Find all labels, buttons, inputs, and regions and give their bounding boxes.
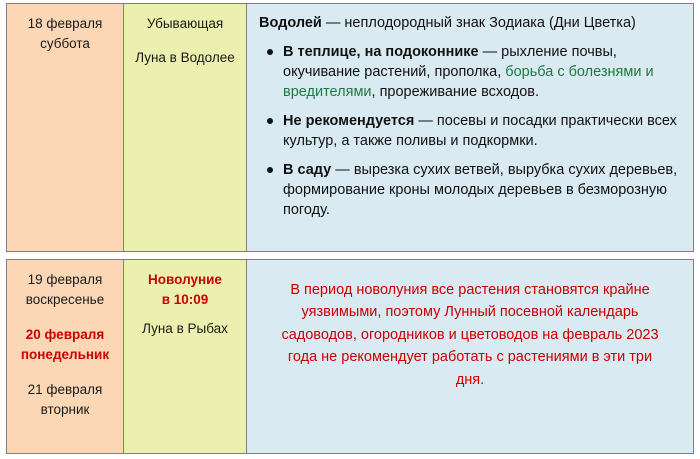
date-day-3: 20 февраля: [25, 327, 105, 343]
newmoon-note: В период новолуния все растения становятся крайне уязвимыми, поэтому Лунный посевной календарь садоводов, огородников и цветоводов на февраль 2023 года не рекомендует работать с растениями в эти три дня.: [281, 282, 659, 388]
tip-text-3a: — вырезка сухих ветвей, вырубка сухих деревьев, формирование кроны молодых деревьев в безморозную погоду.: [283, 162, 678, 218]
tip-label-1: В теплице, на подоконнике: [283, 44, 479, 60]
calendar-row-2: [6, 259, 694, 454]
moon-phase-1: Убывающая: [146, 16, 224, 31]
tip-highlight-1: борьба с болезнями и вредителями: [283, 64, 654, 100]
moon-position-1: Луна в Водолее: [135, 49, 235, 65]
tip-label-2: Не рекомендуется: [283, 113, 415, 129]
tip-label-3: В саду: [283, 162, 332, 178]
advice-list: [259, 42, 681, 220]
list-item: [281, 42, 681, 102]
list-item: [281, 111, 681, 151]
tip-text-1a: — рыхление почвы, окучивание растений, прополка,: [283, 44, 617, 80]
list-item: [281, 160, 681, 220]
moon-cell-2: [124, 260, 247, 453]
moon-phase-2: Новолуние: [148, 272, 222, 287]
zodiac-heading-rest: — неплодородный знак Зодиака (Дни Цветка): [321, 15, 636, 31]
date-weekday-4: вторник: [40, 401, 90, 417]
date-day-1: 18 февраля: [27, 16, 103, 31]
date-cell-1: [7, 4, 124, 251]
advice-cell-1: [247, 4, 693, 251]
date-day-4: 21 февраля: [27, 382, 103, 398]
date-weekday-3: понедельник: [20, 346, 110, 362]
zodiac-sign-name: Водолей: [259, 15, 322, 31]
calendar-row-1: [6, 3, 694, 252]
date-cell-2: [7, 260, 124, 453]
date-weekday-1: суббота: [40, 35, 90, 51]
moon-cell-1: [124, 4, 247, 251]
moon-phase-time-2: в 10:09: [161, 291, 209, 307]
tip-text-2a: — посевы и посадки практически всех культур, а также поливы и подкормки.: [283, 113, 677, 149]
advice-cell-2: [247, 260, 693, 453]
tip-text-1b: , прореживание всходов.: [371, 84, 540, 100]
date-day-2: 19 февраля: [27, 272, 103, 287]
date-weekday-2: воскресенье: [25, 291, 105, 307]
zodiac-heading: [259, 13, 681, 33]
moon-position-2: Луна в Рыбах: [142, 321, 228, 337]
